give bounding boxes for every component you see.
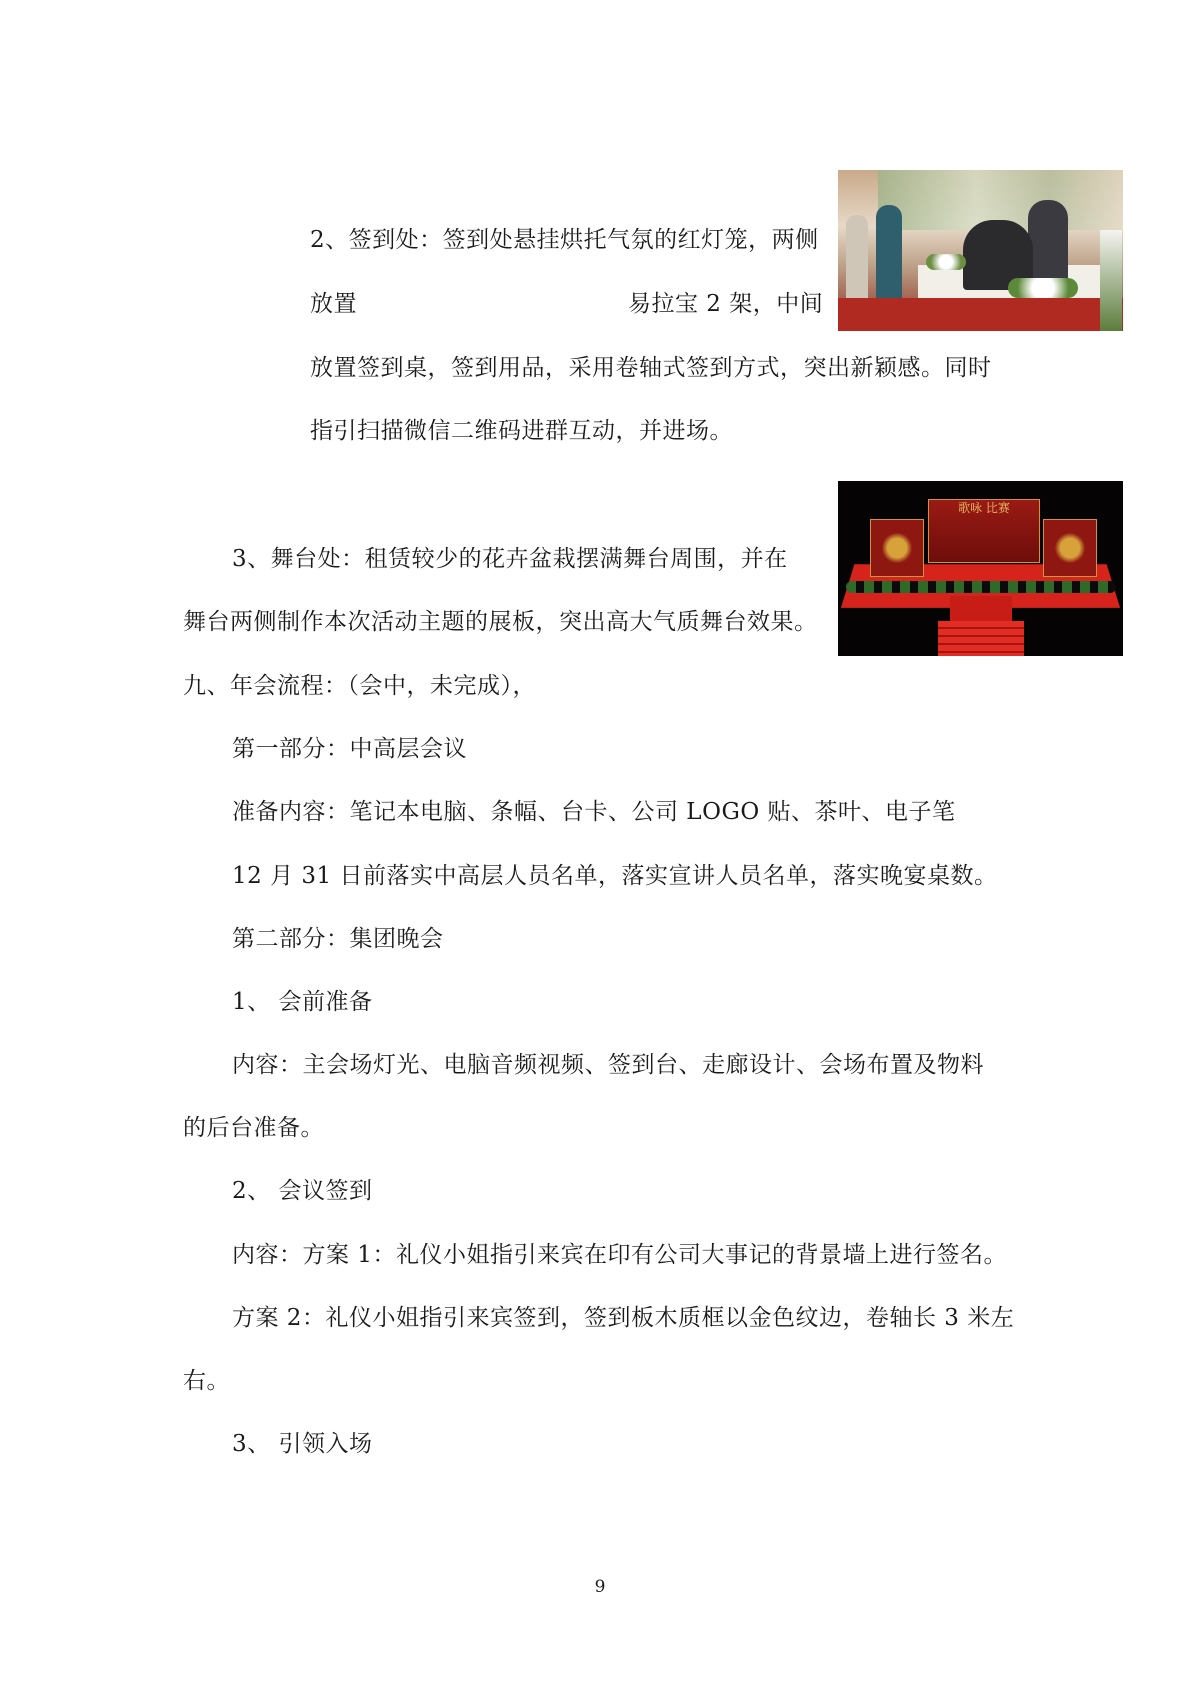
item-3-title: 3、 引领入场 bbox=[232, 1431, 373, 1457]
signin-line-1: 2、签到处：签到处悬挂烘托气氛的红灯笼，两侧 bbox=[310, 227, 819, 253]
item-2-plan-1: 内容：方案 1：礼仪小姐指引来宾在印有公司大事记的背景墙上进行签名。 bbox=[232, 1242, 1007, 1268]
part-1-prep: 准备内容：笔记本电脑、条幅、台卡、公司 LOGO 贴、茶叶、电子笔 bbox=[232, 799, 956, 825]
item-1-title: 1、 会前准备 bbox=[232, 989, 373, 1015]
signin-line-3: 放置签到桌，签到用品，采用卷轴式签到方式，突出新颖感。同时 bbox=[310, 355, 992, 381]
signin-line-2b: 易拉宝 2 架，中间 bbox=[628, 291, 824, 317]
stage-banner-title: 歌咏 比赛 bbox=[958, 501, 1010, 515]
signin-line-4: 指引扫描微信二维码进群互动，并进场。 bbox=[310, 418, 733, 444]
stage-line-2: 舞台两侧制作本次活动主题的展板，突出高大气质舞台效果。 bbox=[183, 609, 818, 635]
item-2-plan-2b: 右。 bbox=[183, 1368, 230, 1394]
page-number: 9 bbox=[594, 1577, 606, 1597]
item-2-title: 2、 会议签到 bbox=[232, 1178, 373, 1204]
stage-line-1: 3、舞台处：租赁较少的花卉盆栽摆满舞台周围，并在 bbox=[232, 546, 788, 572]
part-1-title: 第一部分：中高层会议 bbox=[232, 736, 467, 762]
item-2-plan-2a: 方案 2：礼仪小姐指引来宾签到，签到板木质框以金色纹边，卷轴长 3 米左 bbox=[232, 1305, 1015, 1331]
signin-desk-photo bbox=[838, 170, 1123, 331]
section-9-heading: 九、年会流程：（会中，未完成）， bbox=[183, 673, 536, 699]
part-2-title: 第二部分：集团晚会 bbox=[232, 926, 444, 952]
part-1-note: 12 月 31 日前落实中高层人员名单，落实宣讲人员名单，落实晚宴桌数。 bbox=[232, 863, 998, 889]
stage-rendering-photo bbox=[838, 481, 1123, 656]
signin-line-2a: 放置 bbox=[310, 291, 357, 317]
item-1-content-b: 的后台准备。 bbox=[183, 1115, 324, 1141]
item-1-content-a: 内容：主会场灯光、电脑音频视频、签到台、走廊设计、会场布置及物料 bbox=[232, 1052, 984, 1078]
